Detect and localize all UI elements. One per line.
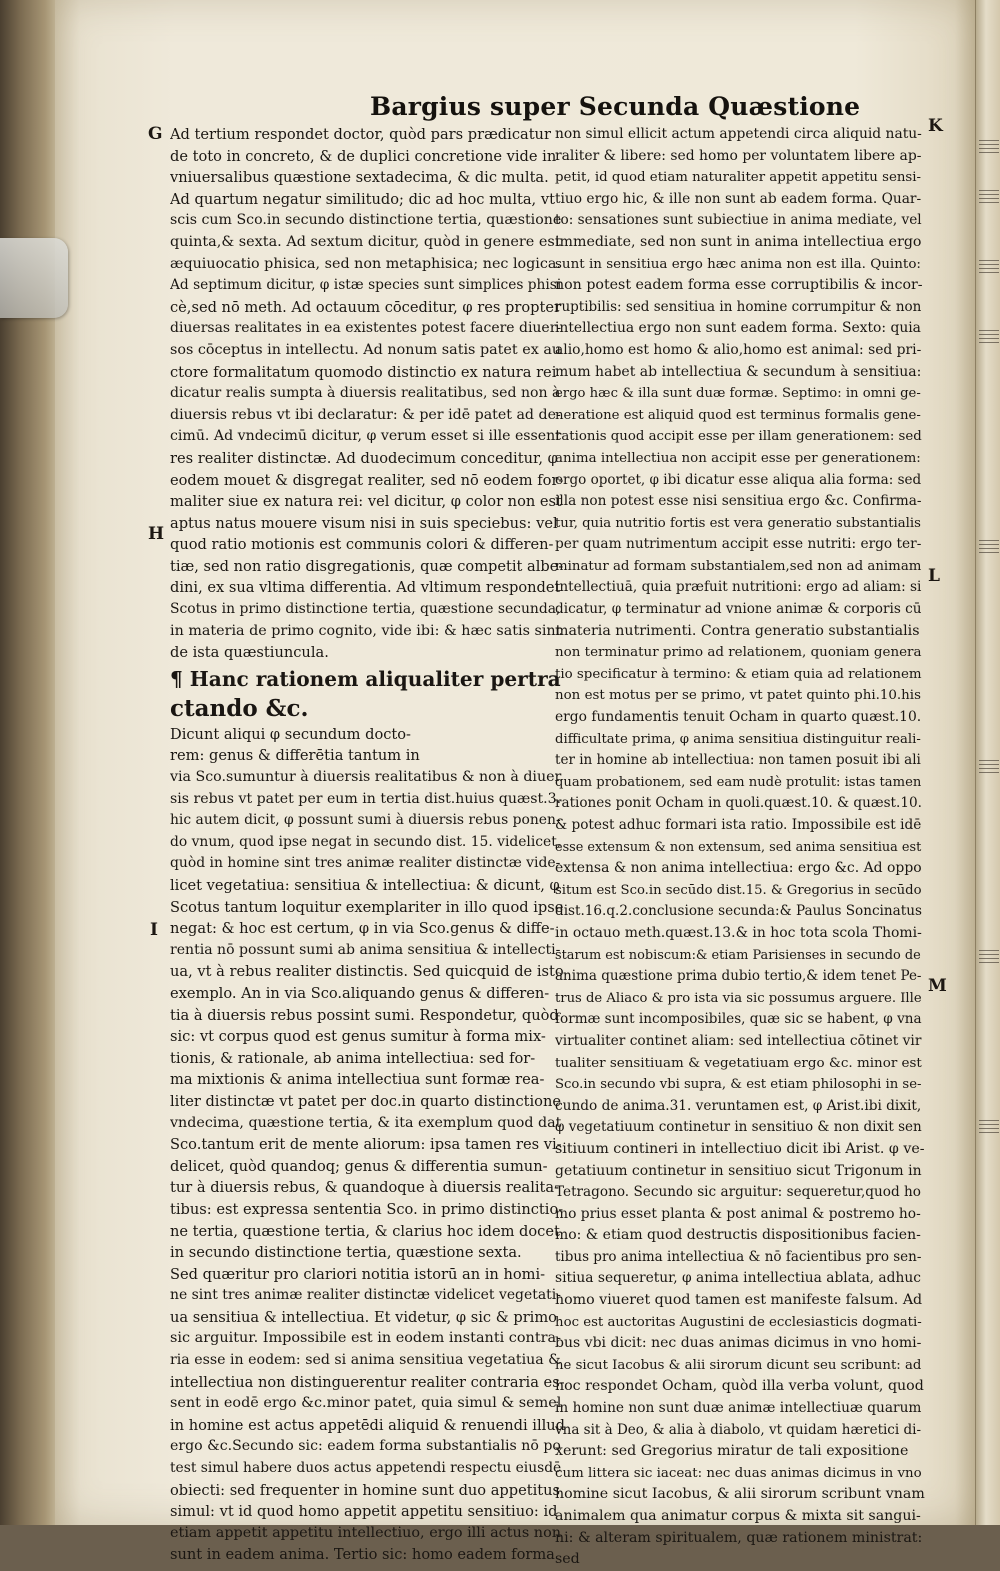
text-line: tionis, & rationale, ab anima intellectiua: sed for- bbox=[170, 1049, 536, 1067]
text-line: quòd in homine sint tres animæ realiter distinctæ vide- bbox=[170, 855, 561, 872]
marginal-letter-g: G bbox=[148, 124, 163, 144]
facing-page-text-fragment bbox=[979, 540, 999, 554]
text-line: & potest adhuc formari ista ratio. Impossibile est idē bbox=[555, 817, 922, 833]
facing-page-text-fragment bbox=[979, 330, 999, 344]
text-line: illa non potest esse nisi sensitiua ergo &c. Confirma- bbox=[555, 493, 922, 510]
text-line: etiam appetit appetitu intellectiuo, ergo illi actus non bbox=[170, 1524, 562, 1541]
text-line: formæ sunt incomposibiles, quæ sic se habent, φ vna bbox=[555, 1011, 922, 1028]
text-line: bus vbi dicit: nec duas animas dicimus in vno homi- bbox=[555, 1335, 922, 1352]
text-line: via Sco.sumuntur à diuersis realitatibus & non à diuer bbox=[170, 769, 562, 786]
text-line: non terminatur primo ad relationem, quoniam genera bbox=[555, 645, 922, 661]
text-line: dini, ex sua vltima differentia. Ad vltimum respondet bbox=[170, 579, 561, 597]
text-line: diuersas realitates in ea existentes potest facere diuer- bbox=[170, 320, 562, 337]
text-line: delicet, quòd quandoq; genus & differentia sumun- bbox=[170, 1157, 548, 1175]
facing-page-text-fragment bbox=[979, 190, 999, 204]
text-line: ne sicut Iacobus & alii sirorum dicunt seu scribunt: ad bbox=[555, 1357, 922, 1373]
text-line: tibus: est expressa sententia Sco. in primo distinctio- bbox=[170, 1200, 564, 1218]
text-line: anima intellectiua non accipit esse per generationem: bbox=[555, 450, 921, 466]
text-line: rem: genus & differētia tantum in bbox=[170, 747, 420, 765]
text-line: non simul ellicit actum appetendi circa aliquid natu- bbox=[555, 126, 922, 142]
text-line: trus de Aliaco & pro ista via sic possumus arguere. Ille bbox=[555, 990, 922, 1006]
left-text-column bbox=[170, 124, 565, 1566]
text-line: liter distinctæ vt patet per doc.in quarto distinctione bbox=[170, 1092, 561, 1110]
facing-page-text-fragment bbox=[979, 260, 999, 274]
text-line: dist.16.q.2.conclusione secunda:& Paulus Soncinatus bbox=[555, 903, 922, 920]
text-line: per quam nutrimentum accipit esse nutriti: ergo ter- bbox=[555, 536, 922, 553]
text-line: sed bbox=[555, 1551, 580, 1568]
text-line: rationes ponit Ocham in quoli.quæst.10. & quæst.10. bbox=[555, 795, 922, 812]
text-line: mo: & etiam quod destructis dispositionibus facien- bbox=[555, 1227, 921, 1244]
text-line: homo viueret quod tamen est manifeste falsum. Ad bbox=[555, 1292, 923, 1309]
heading-line: ¶ Hanc rationem aliqualiter pertra bbox=[170, 666, 561, 691]
text-line: Sed quæritur pro clariori notitia istorū an in homi- bbox=[170, 1265, 546, 1283]
text-line: eodem mouet & disgregat realiter, sed nō eodem for- bbox=[170, 471, 564, 489]
text-line: tibus pro anima intellectiua & nō facientibus pro sen- bbox=[555, 1248, 922, 1265]
text-line: cundo de anima.31. veruntamen est, φ Arist.ibi dixit, bbox=[555, 1097, 922, 1114]
text-line: tiuo ergo hic, & ille non sunt ab eadem forma. Quar- bbox=[555, 190, 922, 207]
text-line: mum habet ab intellectiua & secundum à sensitiua: bbox=[555, 363, 922, 380]
facing-page-text-fragment bbox=[979, 140, 999, 154]
text-line: ma mixtionis & anima intellectiua sunt formæ rea- bbox=[170, 1071, 545, 1089]
text-line: rationis quod accipit esse per illam generationem: sed bbox=[555, 429, 922, 445]
text-line: immediate, sed non sunt in anima intellectiua ergo bbox=[555, 233, 922, 250]
text-line: aptus natus mouere visum nisi in suis speciebus: vel bbox=[170, 514, 558, 532]
marginal-letter-l: L bbox=[928, 566, 940, 586]
book-gutter-edge bbox=[0, 0, 60, 1525]
text-line: test simul habere duos actus appetendi respectu eiusdē bbox=[170, 1460, 562, 1477]
text-line: scis cum Sco.in secundo distinctione tertia, quæstione bbox=[170, 212, 562, 229]
text-line: sic arguitur. Impossibile est in eodem instanti contra- bbox=[170, 1330, 561, 1347]
text-line: quam probationem, sed eam nudè protulit: istas tamen bbox=[555, 774, 922, 790]
text-line: rentia nō possunt sumi ab anima sensitiua & intellecti- bbox=[170, 941, 561, 958]
text-line: in homine non sunt duæ animæ intellectiuæ quarum bbox=[555, 1400, 922, 1417]
text-line: ua, vt à rebus realiter distinctis. Sed quicquid de isto bbox=[170, 963, 564, 981]
text-line: esse extensum & non extensum, sed anima sensitiua est bbox=[555, 839, 922, 855]
text-line: virtualiter continet aliam: sed intellectiua cōtinet vir bbox=[555, 1032, 922, 1049]
right-text-column bbox=[555, 124, 925, 1571]
text-line: do vnum, quod ipse negat in secundo dist. 15. videlicet, bbox=[170, 833, 562, 850]
text-line: æquiuocatio phisica, sed non metaphisica; nec logica. bbox=[170, 255, 561, 272]
text-line: Ad quartum negatur similitudo; dic ad hoc multa, vt bbox=[170, 190, 555, 208]
text-line: obiecti: sed frequenter in homine sunt duo appetitus bbox=[170, 1481, 561, 1499]
text-line: ne sint tres animæ realiter distinctæ videlicet vegetati- bbox=[170, 1287, 561, 1304]
text-line: in materia de primo cognito, vide ibi: & hæc satis sint bbox=[170, 622, 562, 639]
text-line: vniuersalibus quæstione sextadecima, & dic multa. bbox=[170, 169, 549, 187]
text-line: tualiter sensitiuam & vegetatiuam ergo &c. minor est bbox=[555, 1054, 922, 1071]
text-line: in secundo distinctione tertia, quæstione sexta. bbox=[170, 1244, 522, 1262]
text-line: sunt in sensitiua ergo hæc anima non est illa. Quinto: bbox=[555, 255, 921, 272]
text-line: Sco.tantum erit de mente aliorum: ipsa tamen res vi- bbox=[170, 1136, 562, 1154]
text-line: ni: & alteram spiritualem, quæ rationem ministrat: bbox=[555, 1529, 923, 1546]
heading-line: ctando &c. bbox=[170, 694, 309, 722]
facing-page-text-fragment bbox=[979, 760, 999, 774]
text-line: dicatur realis sumpta à diuersis realitatibus, sed non à bbox=[170, 385, 561, 402]
text-line: ergo &c.Secundo sic: eadem forma substantialis nō po bbox=[170, 1438, 561, 1455]
text-line: materia nutrimenti. Contra generatio substantialis bbox=[555, 622, 920, 639]
marginal-letter-h: H bbox=[148, 524, 165, 544]
text-line: de toto in concreto, & de duplici concretione vide in bbox=[170, 147, 557, 165]
text-line: in octauo meth.quæst.13.& in hoc tota scola Thomi- bbox=[555, 924, 922, 941]
text-line: sitiuum contineri in intellectiuo dicit ibi Arist. φ ve- bbox=[555, 1140, 925, 1157]
text-line: ruptibilis: sed sensitiua in homine corrumpitur & non bbox=[555, 298, 922, 315]
text-line: hic autem dicit, φ possunt sumi à diuersis rebus ponen- bbox=[170, 812, 561, 829]
paragraph-sed-queritur bbox=[170, 1264, 565, 1566]
text-line: Ad tertium respondet doctor, quòd pars prædicatur bbox=[170, 126, 551, 143]
text-line: hoc est auctoritas Augustini de ecclesiasticis dogmati- bbox=[555, 1314, 922, 1330]
text-line: Sco.in secundo vbi supra, & est etiam philosophi in se- bbox=[555, 1077, 922, 1093]
marginal-letter-i: I bbox=[150, 920, 158, 940]
text-line: quod ratio motionis est communis colori & differen- bbox=[170, 536, 554, 554]
paragraph-responses bbox=[170, 124, 565, 664]
text-line: raliter & libere: sed homo per voluntatem libere ap- bbox=[555, 147, 922, 164]
page-clip bbox=[0, 238, 68, 318]
text-line: de ista quæstiuncula. bbox=[170, 644, 329, 662]
text-line: quinta,& sexta. Ad sextum dicitur, quòd in genere est bbox=[170, 233, 561, 250]
text-line: neratione est aliquid quod est terminus formalis gene- bbox=[555, 407, 921, 423]
text-line: in homine est actus appetēdi aliquid & renuendi illud bbox=[170, 1416, 565, 1434]
text-line: ctore formalitatum quomodo distinctio ex natura rei bbox=[170, 363, 557, 381]
text-line: φ vegetatiuum continetur in sensitiuo & non dixit sen bbox=[555, 1119, 922, 1136]
text-line: maliter siue ex natura rei: vel dicitur, φ color non est bbox=[170, 493, 562, 511]
text-line: intellectiua ergo non sunt eadem forma. Sexto: quia bbox=[555, 320, 921, 337]
text-line: anima quæstione prima dubio tertio,& idem tenet Pe- bbox=[555, 968, 922, 985]
text-line: ria esse in eodem: sed si anima sensitiua vegetatiua & bbox=[170, 1352, 561, 1369]
paragraph-dicunt-aliqui bbox=[170, 724, 565, 1264]
text-line: cè,sed nō meth. Ad octauum cōceditur, φ res propter bbox=[170, 298, 561, 316]
text-line: simul: vt id quod homo appetit appetitu sensitiuo: id bbox=[170, 1503, 558, 1521]
text-line: res realiter distinctæ. Ad duodecimum conceditur, φ bbox=[170, 449, 558, 467]
text-line: negat: & hoc est certum, φ in via Sco.genus & diffe- bbox=[170, 920, 555, 938]
text-line: ter in homine ab intellectiua: non tamen posuit ibi ali bbox=[555, 752, 921, 769]
text-line: sunt in eadem anima. Tertio sic: homo eadem forma bbox=[170, 1546, 555, 1564]
text-line: vna sit à Deo, & alia à diabolo, vt quidam hæretici di- bbox=[555, 1421, 922, 1438]
text-line: difficultate prima, φ anima sensitiua distinguitur reali- bbox=[555, 731, 921, 747]
text-line: situm est Sco.in secūdo dist.15. & Gregorius in secūdo bbox=[555, 882, 922, 898]
text-line: sic: vt corpus quod est genus sumitur à forma mix- bbox=[170, 1028, 546, 1046]
text-line: Tetragono. Secundo sic arguitur: sequeretur,quod ho bbox=[555, 1184, 921, 1201]
text-line: cimū. Ad vndecimū dicitur, φ verum esset si ille essent bbox=[170, 428, 561, 445]
text-line: Scotus tantum loquitur exemplariter in illo quod ipse bbox=[170, 898, 564, 916]
text-line: ergo fundamentis tenuit Ocham in quarto quæst.10. bbox=[555, 709, 922, 726]
text-line: mo prius esset planta & post animal & postremo ho- bbox=[555, 1205, 921, 1222]
text-line: ergo hæc & illa sunt duæ formæ. Septimo: in omni ge- bbox=[555, 386, 921, 402]
facing-page-text-fragment bbox=[979, 1120, 999, 1134]
text-line: ua sensitiua & intellectiua. Et videtur, φ sic & primo bbox=[170, 1308, 557, 1326]
text-line: sitiua sequeretur, φ anima intellectiua ablata, adhuc bbox=[555, 1270, 921, 1287]
text-line: exemplo. An in via Sco.aliquando genus & differen- bbox=[170, 984, 550, 1002]
text-line: sos cōceptus in intellectu. Ad nonum satis patet ex au bbox=[170, 341, 562, 358]
text-line: xerunt: sed Gregorius miratur de tali expositione bbox=[555, 1443, 909, 1460]
text-line: Scotus in primo distinctione tertia, quæstione secunda, bbox=[170, 601, 561, 618]
text-line: ne tertia, quæstione tertia, & clarius hoc idem docet bbox=[170, 1222, 560, 1240]
text-line: Ad septimum dicitur, φ istæ species sunt simplices phisi bbox=[170, 277, 562, 294]
paragraph-continuation bbox=[555, 124, 925, 1571]
text-line: to: sensationes sunt subiectiue in anima mediate, vel bbox=[555, 212, 922, 229]
text-line: minatur ad formam substantialem,sed non ad animam bbox=[555, 558, 922, 574]
facing-page-text-fragment bbox=[979, 950, 999, 964]
text-line: diuersis rebus vt ibi declaratur: & per idē patet ad de- bbox=[170, 406, 561, 423]
text-line: cum littera sic iaceat: nec duas animas dicimus in vno bbox=[555, 1465, 922, 1481]
text-line: tio specificatur à termino: & etiam quia ad relationem bbox=[555, 666, 922, 682]
text-line: intellectiua non distinguerentur realiter contraria es- bbox=[170, 1373, 565, 1391]
text-line: starum est nobiscum:& etiam Parisienses in secundo de bbox=[555, 947, 921, 963]
text-line: non est motus per se primo, vt patet quinto phi.10.his bbox=[555, 688, 921, 704]
text-line: animalem qua animatur corpus & mixta sit sangui- bbox=[555, 1508, 921, 1524]
text-line: dicatur, φ terminatur ad vnione animæ & corporis cū bbox=[555, 601, 922, 618]
marginal-letter-k: K bbox=[928, 116, 943, 136]
text-line: homine sicut Iacobus, & alii sirorum scribunt vnam bbox=[555, 1486, 925, 1503]
text-line: intellectiuā, quia præfuit nutritioni: ergo ad aliam: si bbox=[555, 579, 922, 596]
text-line: non potest eadem forma esse corruptibilis & incor- bbox=[555, 277, 923, 294]
text-line: tur, quia nutritio fortis est vera generatio substantialis bbox=[555, 515, 921, 531]
text-line: petit, id quod etiam naturaliter appetit appetitu sensi- bbox=[555, 170, 922, 186]
text-line: extensa & non anima intellectiua: ergo &c. Ad oppo bbox=[555, 860, 922, 877]
text-line: alio,homo est homo & alio,homo est animal: sed pri- bbox=[555, 341, 922, 358]
text-line: tiæ, sed non ratio disgregationis, quæ competit albe- bbox=[170, 557, 564, 575]
text-line: licet vegetatiua: sensitiua & intellectiua: & dicunt, φ bbox=[170, 877, 560, 894]
text-line: vndecima, quæstione tertia, & ita exemplum quod dat bbox=[170, 1114, 562, 1131]
text-line: getatiuum continetur in sensitiuo sicut Trigonum in bbox=[555, 1162, 922, 1179]
text-line: ergo oportet, φ ibi dicatur esse aliqua alia forma: sed bbox=[555, 471, 922, 488]
marginal-letter-m: M bbox=[928, 976, 947, 996]
text-line: Dicunt aliqui φ secundum docto- bbox=[170, 725, 411, 743]
section-heading bbox=[170, 664, 565, 724]
text-line: sis rebus vt patet per eum in tertia dist.huius quæst.3. bbox=[170, 790, 562, 807]
text-line: tia à diuersis rebus possint sumi. Respondetur, quòd bbox=[170, 1006, 559, 1024]
text-line: tur à diuersis rebus, & quandoque à diuersis realita- bbox=[170, 1179, 560, 1197]
facing-page-edge bbox=[975, 0, 1000, 1525]
text-line: hoc respondet Ocham, quòd illa verba volunt, quod bbox=[555, 1378, 924, 1395]
text-line: sent in eodē ergo &c.minor patet, quia simul & semel bbox=[170, 1395, 562, 1412]
running-head: Bargius super Secunda Quæstione bbox=[370, 92, 861, 121]
